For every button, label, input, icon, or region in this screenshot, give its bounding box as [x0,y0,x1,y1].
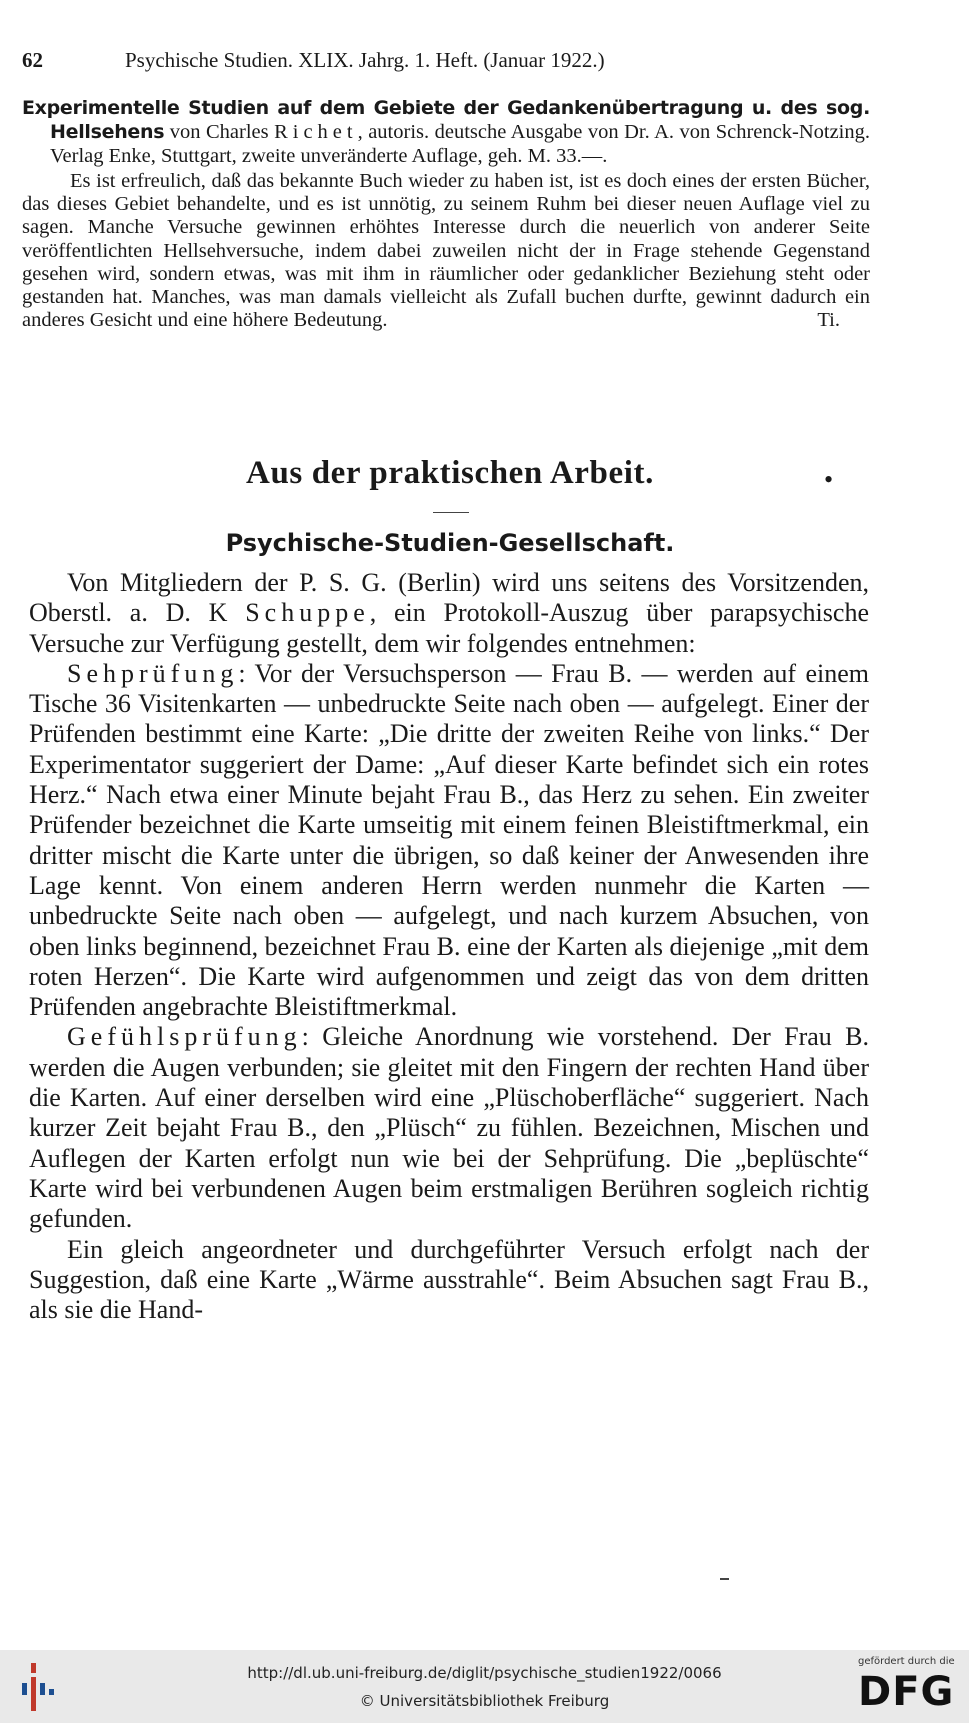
review-author: Richet [274,121,358,143]
review-body [22,170,870,332]
page-number: 62 [22,48,43,72]
review-book-title: Experimentelle Studien auf dem Gebiete der Gedankenübertragung u. des sog. Hellsehens [22,97,870,143]
dfg-logo: DFG [858,1669,955,1715]
run-in-heading-gefuehlspruefung: Gefühlsprüfung [67,1022,302,1052]
paragraph-text: : Gleiche Anordnung wie vorstehend. Der Frau B. werden die Augen verbunden; sie gleitet mit den Fingern der rechten Hand über die Karten. Auf einer derselben wird eine „Plüschoberfläche“ suggeriert. Nach kurzer Zeit bejaht Frau B., den „Plüsch“ zu fühlen. Bezeichnen, Mischen und Auflegen der Karten erfolgt nun wie bei der Sehprüfung. Die „beplüschte“ Karte wird bei verbundenen Augen beim erstmaligen Berühren sogleich richtig gefunden. [29,1022,869,1234]
review-citation-part-1: von Charles [164,121,275,143]
paragraph-text: : Vor der Versuchsperson — Frau B. — werden auf einem Tische 36 Visitenkarten — unbedruckte Seite nach oben — aufgelegt. Einer der Prüfenden bestimmt eine Karte: „Die dritte der zweiten Reihe von links.“ Der Experimentator suggeriert der Dame: „Auf dieser Karte befindet sich ein rotes Herz.“ Nach etwa einer Minute bejaht Frau B., das Herz zu sehen. Ein zweiter Prüfender bezeichnet die Karte umseitig mit einem feinen Bleistiftmerkmal, ein dritter mischt die Karte unter die übrigen, so daß keiner der Anwesenden ihre Lage kennt. Von einem anderen Herrn werden nunmehr die Karten — unbedruckte Seite nach oben — aufgelegt, und nach kurzem Absuchen, von oben links beginnend, bezeichnet Frau B. eine der Karten als diejenige „mit dem roten Herzen“. Die Karte wird aufgenommen und zeigt das von dem dritten Prüfenden angebrachte Bleistiftmerkmal. [29,658,869,1022]
source-url-link[interactable]: http://dl.ub.uni-freiburg.de/diglit/psychische_studien1922/0066 [247,1664,722,1682]
review-text: Es ist erfreulich, daß das bekannte Buch wieder zu haben ist, ist es doch eines der ersten Bücher, das dieses Gebiet behandelte, und es ist unnötig, zu seinem Ruhm bei dieser neuen Auflage viel zu sagen. Manche Versuche gewinnen erhöhtes Interesse durch die neuerlich von anderer Seite veröffentlichten Hellsehversuche, indem dabei zuweilen nicht der in Frage stehende Gegenstand gesehen wird, sondern etwas, was mit ihm in räumlicher oder gedanklicher Beziehung steht oder gestanden hat. Manches, was man damals vielleicht als Zufall buchen durfte, gewinnt dadurch ein anderes Gesicht und eine höhere Bedeutung. [22,170,870,332]
copyright-notice: © Universitätsbibliothek Freiburg [359,1692,610,1710]
review-citation-part-2: , autoris. deutsche Ausgabe von Dr. A. von Schrenck-Notzing. Verlag Enke, Stuttgart, zweite unveränderte Auflage, geh. M. 33.—. [50,121,870,167]
bullet-dot: • [824,465,834,494]
funding-caption: gefördert durch die [858,1656,955,1667]
article-paragraph-3 [29,1022,869,1234]
run-in-heading-sehpruefung: Sehprüfung [67,658,239,688]
chairman-name: Schuppe [245,598,370,628]
section-subheading: Psychische-Studien-Gesellschaft. [225,529,675,557]
book-review [22,96,870,332]
article-paragraph-4 [29,1235,869,1326]
section-heading: Aus der praktischen Arbeit. [246,455,654,491]
article-body [29,568,869,1325]
article-paragraph-1 [29,568,869,659]
paragraph-text: Von Mitgliedern der P. S. G. (Berlin) wird uns seitens des Vorsitzenden, Oberstl. a. D. K [29,568,869,628]
stray-mark [720,1578,729,1580]
paragraph-text: Ein gleich angeordneter und durchgeführter Versuch erfolgt nach der Suggestion, daß eine Karte „Wärme ausstrahle“. Beim Absuchen sagt Frau B., als sie die Hand- [29,1234,869,1325]
article-paragraph-2 [29,659,869,1023]
review-signature: Ti. [817,309,840,332]
divider-rule [433,512,469,513]
running-title: Psychische Studien. XLIX. Jahrg. 1. Heft. (Januar 1922.) [125,48,605,72]
running-header [22,48,882,80]
review-citation [22,96,870,168]
digitization-footer [0,1650,969,1723]
paragraph-text: , ein Protokoll-Auszug über parapsychische Versuche zur Verfügung gestellt, dem wir folgendes entnehmen: [29,598,869,658]
